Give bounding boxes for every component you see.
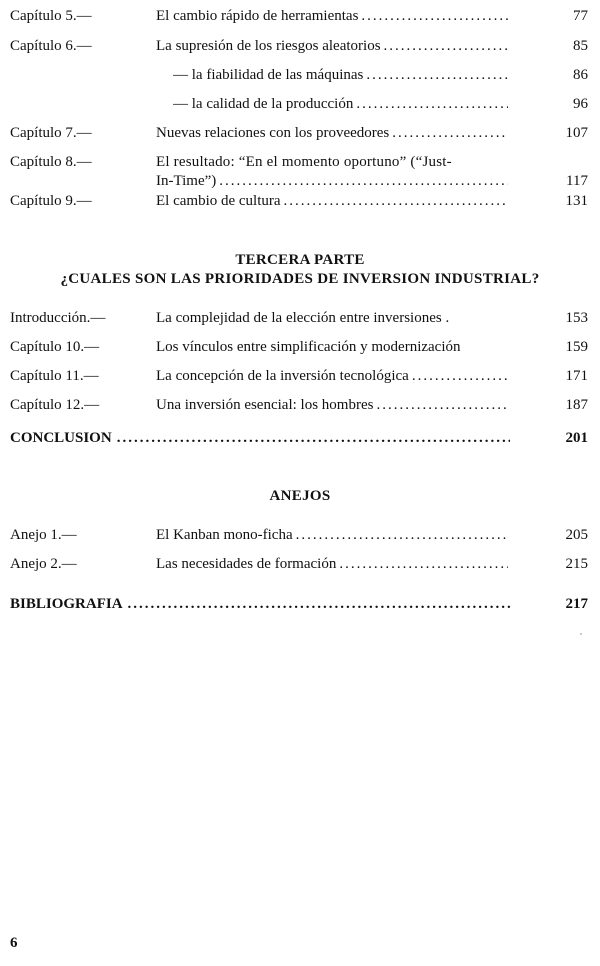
annexes-heading: ANEJOS xyxy=(269,488,331,504)
entry-page: 96 xyxy=(573,96,588,112)
entry-page: 117 xyxy=(566,173,588,189)
entry-page: 131 xyxy=(565,193,588,209)
entry-page: 107 xyxy=(565,125,588,141)
entry-page: 159 xyxy=(565,339,588,355)
leader-dots xyxy=(412,368,508,385)
entry-title: El cambio de cultura ..... xyxy=(156,193,508,210)
leader-dots xyxy=(339,556,508,573)
entry-label: Capítulo 7.— xyxy=(10,125,92,141)
entry-label: Capítulo 9.— xyxy=(10,193,92,209)
entry-title: In-Time”) ..... xyxy=(156,173,508,190)
leader-dots xyxy=(384,38,508,55)
entry-label: Capítulo 5.— xyxy=(10,8,92,24)
entry-label: Anejo 2.— xyxy=(10,556,77,572)
entry-title: La concepción de la inversión tecnológica ..... xyxy=(156,368,508,385)
conclusion-page: 201 xyxy=(565,430,588,446)
entry-title: La complejidad de la elección entre inversiones . xyxy=(156,310,450,326)
entry-title: — la fiabilidad de las máquinas ..... xyxy=(173,67,508,84)
entry-title: Los vínculos entre simplificación y modernización xyxy=(156,339,461,355)
leader-dots xyxy=(117,430,510,447)
leader-dots xyxy=(366,67,508,84)
entry-title-line1: El resultado: “En el momento oportuno” (“Just- xyxy=(156,154,452,170)
entry-label: Anejo 1.— xyxy=(10,527,77,543)
entry-label: Introducción.— xyxy=(10,310,106,326)
leader-dots xyxy=(392,125,508,142)
leader-dots xyxy=(361,8,508,25)
leader-dots xyxy=(128,596,510,613)
entry-page: 153 xyxy=(565,310,588,326)
entry-label: Capítulo 8.— xyxy=(10,154,92,170)
leader-dots xyxy=(296,527,508,544)
entry-page: 77 xyxy=(573,8,588,24)
entry-page: 215 xyxy=(565,556,588,572)
conclusion-title: CONCLUSION ..... xyxy=(10,430,510,447)
leader-dots xyxy=(219,173,508,190)
entry-title: La supresión de los riesgos aleatorios ..... xyxy=(156,38,508,55)
entry-title: Nuevas relaciones con los proveedores ..... xyxy=(156,125,508,142)
bibliography-page: 217 xyxy=(565,596,588,612)
leader-dots xyxy=(284,193,508,210)
entry-title: El Kanban mono-ficha ..... xyxy=(156,527,508,544)
entry-title: El cambio rápido de herramientas ..... xyxy=(156,8,508,25)
entry-title: Una inversión esencial: los hombres ..... xyxy=(156,397,508,414)
entry-label: Capítulo 11.— xyxy=(10,368,99,384)
entry-page: 171 xyxy=(565,368,588,384)
entry-title: — la calidad de la producción ..... xyxy=(173,96,508,113)
leader-dots xyxy=(356,96,508,113)
entry-page: 187 xyxy=(565,397,588,413)
entry-label: Capítulo 6.— xyxy=(10,38,92,54)
page-folio: 6 xyxy=(10,935,18,951)
scan-speck xyxy=(580,633,582,635)
entry-label: Capítulo 12.— xyxy=(10,397,100,413)
entry-page: 85 xyxy=(573,38,588,54)
leader-dots xyxy=(376,397,508,414)
entry-page: 205 xyxy=(565,527,588,543)
entry-label: Capítulo 10.— xyxy=(10,339,100,355)
entry-page: 86 xyxy=(573,67,588,83)
bibliography-title: BIBLIOGRAFIA ..... xyxy=(10,596,510,613)
entry-title: Las necesidades de formación ..... xyxy=(156,556,508,573)
part-subheading: ¿CUALES SON LAS PRIORIDADES DE INVERSION INDUSTRIAL? xyxy=(60,271,540,287)
part-heading: TERCERA PARTE xyxy=(235,252,365,268)
